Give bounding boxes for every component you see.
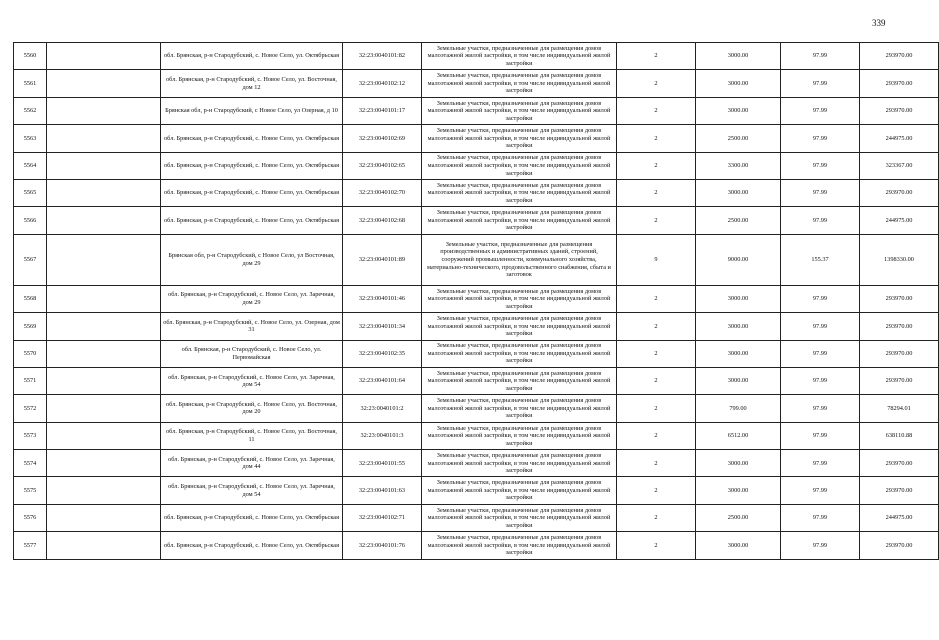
cadastral-number-cell: 32:23:0040101:3 xyxy=(343,422,422,449)
cadastral-number-cell: 32:23:0040102:35 xyxy=(343,340,422,367)
group-number-cell: 2 xyxy=(617,125,696,152)
area-cell: 9000.00 xyxy=(696,234,781,285)
cadastral-number-cell: 32:23:0040101:76 xyxy=(343,532,422,559)
row-number-cell: 5561 xyxy=(14,70,47,97)
area-cell: 6512.00 xyxy=(696,422,781,449)
blank-cell xyxy=(47,422,161,449)
land-use-cell: Земельные участки, предназначенные для размещения домов малоэтажной жилой застройки, в том числе индивидуальной жилой застройки xyxy=(422,179,617,206)
land-use-cell: Земельные участки, предназначенные для размещения производственных и административных зданий, строений, сооружений промышленности, коммунального хозяйства, материально-технического, продовольственного снабжения, сбыта и заготовок xyxy=(422,234,617,285)
cadastral-number-cell: 32:23:0040101:64 xyxy=(343,367,422,394)
row-number-cell: 5571 xyxy=(14,367,47,394)
group-number-cell: 2 xyxy=(617,422,696,449)
table-row xyxy=(14,179,939,206)
row-number-cell: 5570 xyxy=(14,340,47,367)
rate-cell: 155.37 xyxy=(781,234,860,285)
area-cell: 3000.00 xyxy=(696,367,781,394)
cadastral-number-cell: 32:23:0040102:12 xyxy=(343,70,422,97)
rate-cell: 97.99 xyxy=(781,532,860,559)
address-cell: обл. Брянская, р-н Стародубский, с. Новое Село, ул. Октябрьская xyxy=(161,532,343,559)
land-use-cell: Земельные участки, предназначенные для размещения домов малоэтажной жилой застройки, в том числе индивидуальной жилой застройки xyxy=(422,313,617,340)
area-cell: 3000.00 xyxy=(696,70,781,97)
address-cell: обл. Брянская, р-н Стародубский, с. Новое Село, ул. Заречная, дом 29 xyxy=(161,285,343,312)
address-cell: обл. Брянская, р-н Стародубский, с. Новое Село, ул. Октябрьская xyxy=(161,125,343,152)
area-cell: 3000.00 xyxy=(696,179,781,206)
blank-cell xyxy=(47,125,161,152)
group-number-cell: 2 xyxy=(617,285,696,312)
cadastral-value-cell: 638110.88 xyxy=(860,422,939,449)
blank-cell xyxy=(47,285,161,312)
rate-cell: 97.99 xyxy=(781,70,860,97)
table-row xyxy=(14,43,939,70)
address-cell: обл. Брянская, р-н Стародубский, с. Новое Село, ул. Восточная, дом 12 xyxy=(161,70,343,97)
blank-cell xyxy=(47,340,161,367)
rate-cell: 97.99 xyxy=(781,43,860,70)
table-row xyxy=(14,532,939,559)
table-row xyxy=(14,97,939,124)
table-row xyxy=(14,450,939,477)
land-use-cell: Земельные участки, предназначенные для размещения домов малоэтажной жилой застройки, в том числе индивидуальной жилой застройки xyxy=(422,152,617,179)
rate-cell: 97.99 xyxy=(781,97,860,124)
rate-cell: 97.99 xyxy=(781,422,860,449)
row-number-cell: 5566 xyxy=(14,207,47,234)
group-number-cell: 2 xyxy=(617,43,696,70)
group-number-cell: 2 xyxy=(617,477,696,504)
land-use-cell: Земельные участки, предназначенные для размещения домов малоэтажной жилой застройки, в том числе индивидуальной жилой застройки xyxy=(422,367,617,394)
rate-cell: 97.99 xyxy=(781,179,860,206)
address-cell: обл. Брянская, р-н Стародубский, с. Новое Село, ул. Октябрьская xyxy=(161,179,343,206)
cadastral-value-cell: 293970.00 xyxy=(860,285,939,312)
area-cell: 3000.00 xyxy=(696,340,781,367)
table-row xyxy=(14,313,939,340)
row-number-cell: 5573 xyxy=(14,422,47,449)
address-cell: обл. Брянская, р-н Стародубский, с. Новое Село, ул. Озерная, дом 31 xyxy=(161,313,343,340)
cadastral-value-cell: 293970.00 xyxy=(860,340,939,367)
cadastral-number-cell: 32:23:0040101:82 xyxy=(343,43,422,70)
cadastral-value-cell: 1398330.00 xyxy=(860,234,939,285)
blank-cell xyxy=(47,97,161,124)
cadastral-number-cell: 32:23:0040101:55 xyxy=(343,450,422,477)
row-number-cell: 5576 xyxy=(14,504,47,531)
address-cell: обл. Брянская, р-н Стародубский, с. Новое Село, ул. Заречная, дом 54 xyxy=(161,367,343,394)
rate-cell: 97.99 xyxy=(781,450,860,477)
cadastral-value-cell: 244975.00 xyxy=(860,504,939,531)
row-number-cell: 5560 xyxy=(14,43,47,70)
group-number-cell: 2 xyxy=(617,367,696,394)
blank-cell xyxy=(47,179,161,206)
cadastral-value-cell: 293970.00 xyxy=(860,313,939,340)
row-number-cell: 5574 xyxy=(14,450,47,477)
cadastral-number-cell: 32:23:0040102:70 xyxy=(343,179,422,206)
table-row xyxy=(14,504,939,531)
group-number-cell: 2 xyxy=(617,532,696,559)
cadastral-number-cell: 32:23:0040101:17 xyxy=(343,97,422,124)
cadastral-value-cell: 293970.00 xyxy=(860,450,939,477)
cadastral-number-cell: 32:23:0040101:63 xyxy=(343,477,422,504)
cadastral-value-cell: 293970.00 xyxy=(860,70,939,97)
area-cell: 3000.00 xyxy=(696,43,781,70)
address-cell: обл. Брянская, р-н Стародубский, с. Новое Село, ул. Заречная, дом 44 xyxy=(161,450,343,477)
cadastral-value-cell: 293970.00 xyxy=(860,477,939,504)
land-use-cell: Земельные участки, предназначенные для размещения домов малоэтажной жилой застройки, в том числе индивидуальной жилой застройки xyxy=(422,532,617,559)
blank-cell xyxy=(47,477,161,504)
blank-cell xyxy=(47,234,161,285)
rate-cell: 97.99 xyxy=(781,340,860,367)
address-cell: Брянская обл, р-н Стародубский, с Новое Село, ул Озерная, д 10 xyxy=(161,97,343,124)
row-number-cell: 5575 xyxy=(14,477,47,504)
row-number-cell: 5569 xyxy=(14,313,47,340)
land-use-cell: Земельные участки, предназначенные для размещения домов малоэтажной жилой застройки, в том числе индивидуальной жилой застройки xyxy=(422,477,617,504)
rate-cell: 97.99 xyxy=(781,313,860,340)
cadastral-value-cell: 293970.00 xyxy=(860,43,939,70)
address-cell: обл. Брянская, р-н Стародубский, с. Новое Село, ул. Восточная, дом 20 xyxy=(161,395,343,422)
area-cell: 2500.00 xyxy=(696,504,781,531)
rate-cell: 97.99 xyxy=(781,504,860,531)
land-use-cell: Земельные участки, предназначенные для размещения домов малоэтажной жилой застройки, в том числе индивидуальной жилой застройки xyxy=(422,43,617,70)
table-row xyxy=(14,367,939,394)
land-use-cell: Земельные участки, предназначенные для размещения домов малоэтажной жилой застройки, в том числе индивидуальной жилой застройки xyxy=(422,125,617,152)
blank-cell xyxy=(47,367,161,394)
blank-cell xyxy=(47,70,161,97)
area-cell: 799.00 xyxy=(696,395,781,422)
land-use-cell: Земельные участки, предназначенные для размещения домов малоэтажной жилой застройки, в том числе индивидуальной жилой застройки xyxy=(422,450,617,477)
group-number-cell: 2 xyxy=(617,340,696,367)
blank-cell xyxy=(47,532,161,559)
area-cell: 3000.00 xyxy=(696,285,781,312)
land-use-cell: Земельные участки, предназначенные для размещения домов малоэтажной жилой застройки, в том числе индивидуальной жилой застройки xyxy=(422,504,617,531)
table-row xyxy=(14,285,939,312)
row-number-cell: 5564 xyxy=(14,152,47,179)
row-number-cell: 5568 xyxy=(14,285,47,312)
group-number-cell: 2 xyxy=(617,395,696,422)
area-cell: 3000.00 xyxy=(696,532,781,559)
row-number-cell: 5572 xyxy=(14,395,47,422)
table-row xyxy=(14,234,939,285)
blank-cell xyxy=(47,395,161,422)
cadastral-registry-table xyxy=(13,42,939,560)
row-number-cell: 5567 xyxy=(14,234,47,285)
row-number-cell: 5562 xyxy=(14,97,47,124)
rate-cell: 97.99 xyxy=(781,285,860,312)
rate-cell: 97.99 xyxy=(781,395,860,422)
land-use-cell: Земельные участки, предназначенные для размещения домов малоэтажной жилой застройки, в том числе индивидуальной жилой застройки xyxy=(422,207,617,234)
group-number-cell: 2 xyxy=(617,70,696,97)
table-row xyxy=(14,70,939,97)
cadastral-number-cell: 32:23:0040101:2 xyxy=(343,395,422,422)
blank-cell xyxy=(47,152,161,179)
address-cell: обл. Брянская, р-н Стародубский, с. Новое Село, ул. Октябрьская xyxy=(161,207,343,234)
group-number-cell: 2 xyxy=(617,504,696,531)
area-cell: 2500.00 xyxy=(696,125,781,152)
cadastral-value-cell: 293970.00 xyxy=(860,97,939,124)
cadastral-value-cell: 78294.01 xyxy=(860,395,939,422)
blank-cell xyxy=(47,450,161,477)
page-number: 339 xyxy=(872,18,886,28)
group-number-cell: 2 xyxy=(617,97,696,124)
cadastral-number-cell: 32:23:0040101:89 xyxy=(343,234,422,285)
address-cell: обл. Брянская, р-н Стародубский, с. Новое Село, ул. Октябрьская xyxy=(161,152,343,179)
area-cell: 3000.00 xyxy=(696,450,781,477)
table-row xyxy=(14,340,939,367)
group-number-cell: 9 xyxy=(617,234,696,285)
table-row xyxy=(14,125,939,152)
row-number-cell: 5565 xyxy=(14,179,47,206)
table-row xyxy=(14,395,939,422)
blank-cell xyxy=(47,43,161,70)
table-row xyxy=(14,422,939,449)
row-number-cell: 5563 xyxy=(14,125,47,152)
blank-cell xyxy=(47,207,161,234)
rate-cell: 97.99 xyxy=(781,125,860,152)
cadastral-value-cell: 323367.00 xyxy=(860,152,939,179)
group-number-cell: 2 xyxy=(617,207,696,234)
rate-cell: 97.99 xyxy=(781,152,860,179)
address-cell: Брянская обл, р-н Стародубский, с Новое Село, ул Восточная, дом 29 xyxy=(161,234,343,285)
cadastral-number-cell: 32:23:0040102:69 xyxy=(343,125,422,152)
area-cell: 3000.00 xyxy=(696,313,781,340)
cadastral-number-cell: 32:23:0040102:65 xyxy=(343,152,422,179)
cadastral-value-cell: 244975.00 xyxy=(860,125,939,152)
land-use-cell: Земельные участки, предназначенные для размещения домов малоэтажной жилой застройки, в том числе индивидуальной жилой застройки xyxy=(422,422,617,449)
land-use-cell: Земельные участки, предназначенные для размещения домов малоэтажной жилой застройки, в том числе индивидуальной жилой застройки xyxy=(422,285,617,312)
address-cell: обл. Брянская, р-н Стародубский, с. Новое Село, ул. Заречная, дом 54 xyxy=(161,477,343,504)
cadastral-number-cell: 32:23:0040101:46 xyxy=(343,285,422,312)
rate-cell: 97.99 xyxy=(781,367,860,394)
address-cell: обл. Брянская, р-н Стародубский, с. Новое Село, ул. Октябрьская xyxy=(161,43,343,70)
cadastral-number-cell: 32:23:0040102:71 xyxy=(343,504,422,531)
cadastral-number-cell: 32:23:0040102:68 xyxy=(343,207,422,234)
cadastral-value-cell: 244975.00 xyxy=(860,207,939,234)
address-cell: обл. Брянская, р-н Стародубский, с. Новое Село, ул. Восточная, 11 xyxy=(161,422,343,449)
group-number-cell: 2 xyxy=(617,313,696,340)
land-use-cell: Земельные участки, предназначенные для размещения домов малоэтажной жилой застройки, в том числе индивидуальной жилой застройки xyxy=(422,97,617,124)
cadastral-value-cell: 293970.00 xyxy=(860,532,939,559)
cadastral-value-cell: 293970.00 xyxy=(860,367,939,394)
blank-cell xyxy=(47,313,161,340)
land-use-cell: Земельные участки, предназначенные для размещения домов малоэтажной жилой застройки, в том числе индивидуальной жилой застройки xyxy=(422,70,617,97)
table-row xyxy=(14,477,939,504)
rate-cell: 97.99 xyxy=(781,207,860,234)
area-cell: 3300.00 xyxy=(696,152,781,179)
row-number-cell: 5577 xyxy=(14,532,47,559)
registry-table-body xyxy=(14,43,939,560)
land-use-cell: Земельные участки, предназначенные для размещения домов малоэтажной жилой застройки, в том числе индивидуальной жилой застройки xyxy=(422,395,617,422)
rate-cell: 97.99 xyxy=(781,477,860,504)
group-number-cell: 2 xyxy=(617,450,696,477)
group-number-cell: 2 xyxy=(617,152,696,179)
address-cell: обл. Брянская, р-н Стародубский, с. Новое Село, ул. Октябрьская xyxy=(161,504,343,531)
blank-cell xyxy=(47,504,161,531)
cadastral-value-cell: 293970.00 xyxy=(860,179,939,206)
area-cell: 3000.00 xyxy=(696,97,781,124)
table-row xyxy=(14,207,939,234)
land-use-cell: Земельные участки, предназначенные для размещения домов малоэтажной жилой застройки, в том числе индивидуальной жилой застройки xyxy=(422,340,617,367)
table-row xyxy=(14,152,939,179)
cadastral-number-cell: 32:23:0040101:34 xyxy=(343,313,422,340)
area-cell: 2500.00 xyxy=(696,207,781,234)
group-number-cell: 2 xyxy=(617,179,696,206)
area-cell: 3000.00 xyxy=(696,477,781,504)
address-cell: обл. Брянская, р-н Стародубский, с. Новое Село, ул. Первомайская xyxy=(161,340,343,367)
